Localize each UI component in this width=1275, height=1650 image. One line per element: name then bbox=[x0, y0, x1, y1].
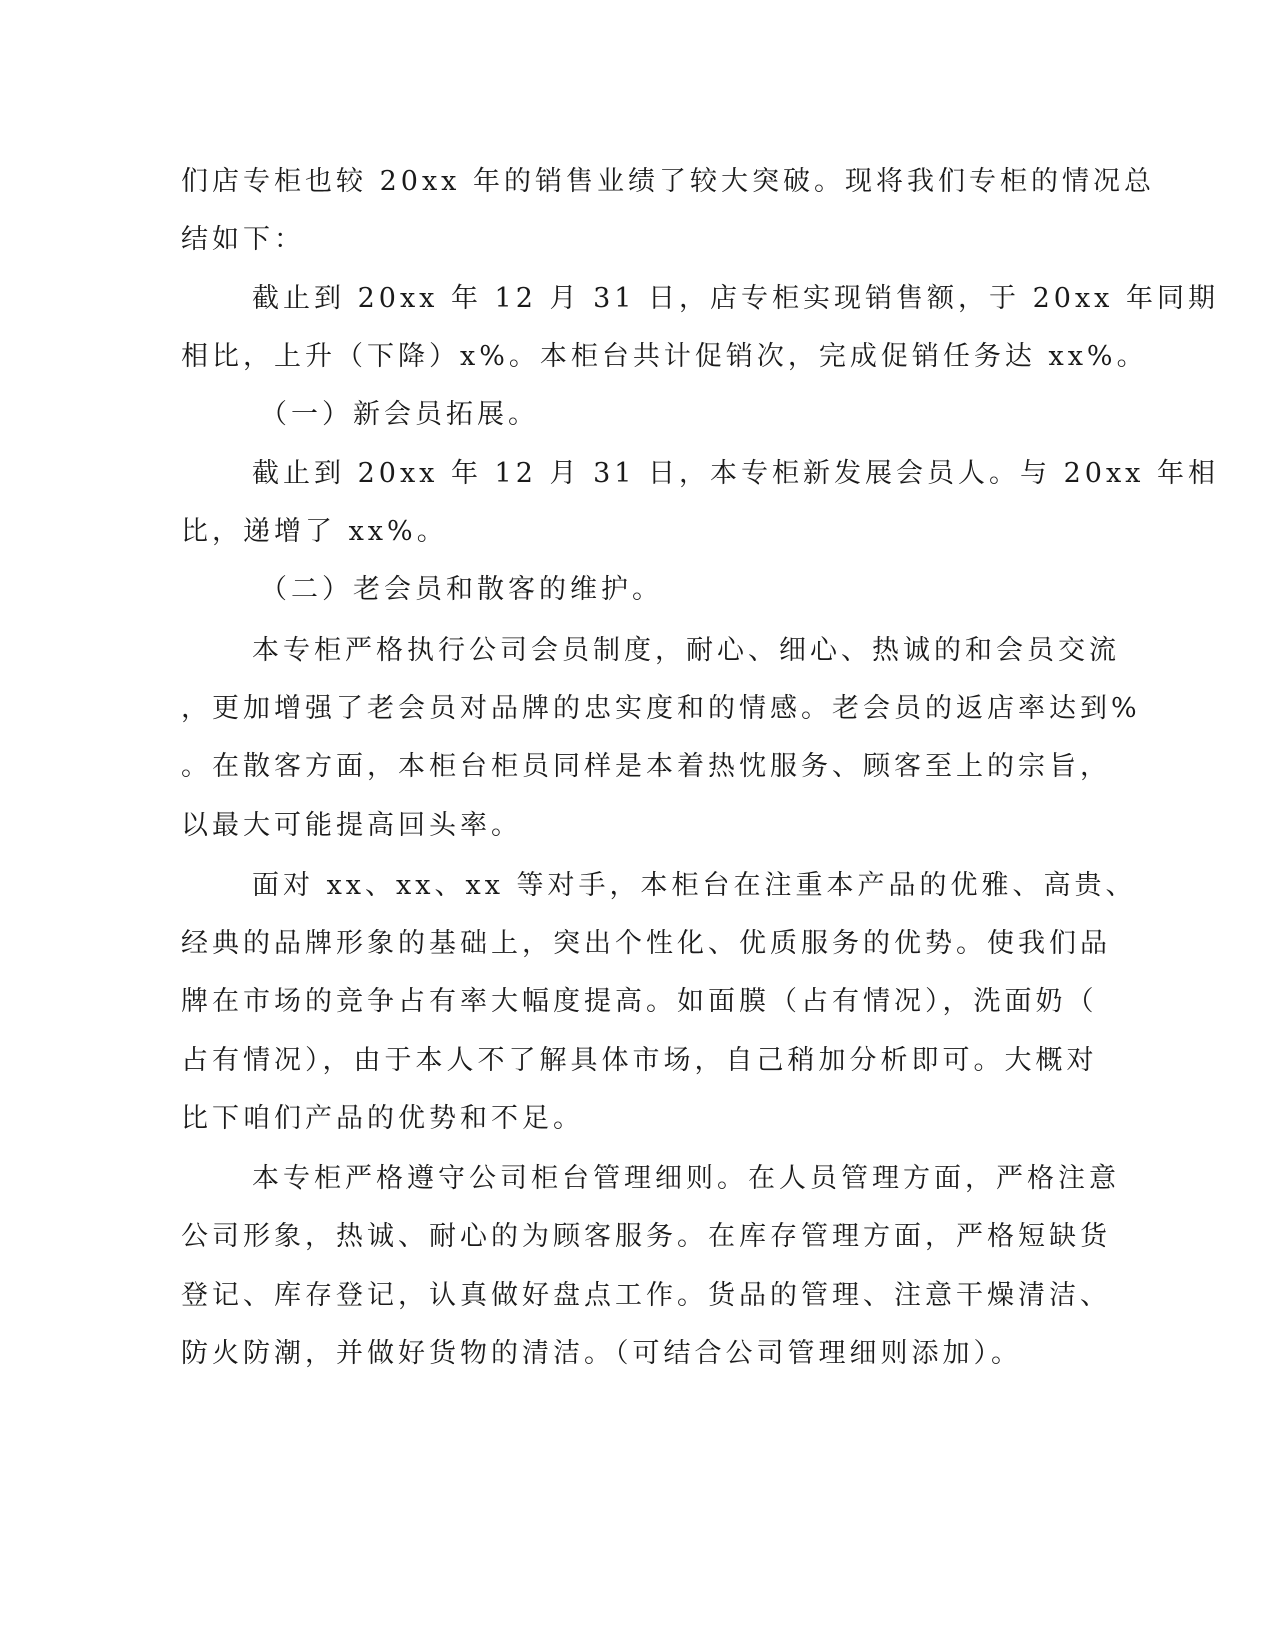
paragraph-line: 登记、库存登记，认真做好盘点工作。货品的管理、注意干燥清洁、 bbox=[181, 1280, 1111, 1311]
paragraph-line: 经典的品牌形象的基础上，突出个性化、优质服务的优势。使我们品 bbox=[181, 928, 1111, 959]
paragraph-line: 截止到 20xx 年 12 月 31 日，本专柜新发展会员人。与 20xx 年相 bbox=[252, 458, 1219, 489]
paragraph-line: 以最大可能提高回头率。 bbox=[181, 810, 522, 841]
paragraph-line: ，更加增强了老会员对品牌的忠实度和的情感。老会员的返店率达到% bbox=[181, 693, 1141, 724]
paragraph-line: 相比，上升（下降）x%。本柜台共计促销次，完成促销任务达 xx%。 bbox=[181, 341, 1148, 372]
paragraph-line: 们店专柜也较 20xx 年的销售业绩了较大突破。现将我们专柜的情况总 bbox=[181, 166, 1155, 197]
paragraph-line: 防火防潮，并做好货物的清洁。（可结合公司管理细则添加）。 bbox=[181, 1338, 1022, 1369]
paragraph-line: 比下咱们产品的优势和不足。 bbox=[181, 1103, 584, 1134]
section-heading: （一）新会员拓展。 bbox=[260, 399, 539, 430]
paragraph-line: 结如下： bbox=[181, 224, 305, 255]
paragraph-line: 公司形象，热诚、耐心的为顾客服务。在库存管理方面，严格短缺货 bbox=[181, 1221, 1111, 1252]
paragraph-line: 牌在市场的竞争占有率大幅度提高。如面膜（占有情况），洗面奶（ bbox=[181, 986, 1098, 1017]
paragraph-line: 。在散客方面，本柜台柜员同样是本着热忱服务、顾客至上的宗旨， bbox=[181, 751, 1111, 782]
paragraph-line: 本专柜严格执行公司会员制度，耐心、细心、热诚的和会员交流 bbox=[252, 635, 1120, 666]
paragraph-line: 比，递增了 xx%。 bbox=[181, 516, 448, 547]
paragraph-line: 截止到 20xx 年 12 月 31 日，店专柜实现销售额，于 20xx 年同期 bbox=[252, 283, 1219, 314]
section-heading: （二）老会员和散客的维护。 bbox=[260, 574, 663, 605]
paragraph-line: 占有情况），由于本人不了解具体市场，自己稍加分析即可。大概对 bbox=[181, 1045, 1098, 1076]
paragraph-line: 本专柜严格遵守公司柜台管理细则。在人员管理方面，严格注意 bbox=[252, 1163, 1120, 1194]
paragraph-line: 面对 xx、xx、xx 等对手，本柜台在注重本产品的优雅、高贵、 bbox=[252, 870, 1137, 901]
